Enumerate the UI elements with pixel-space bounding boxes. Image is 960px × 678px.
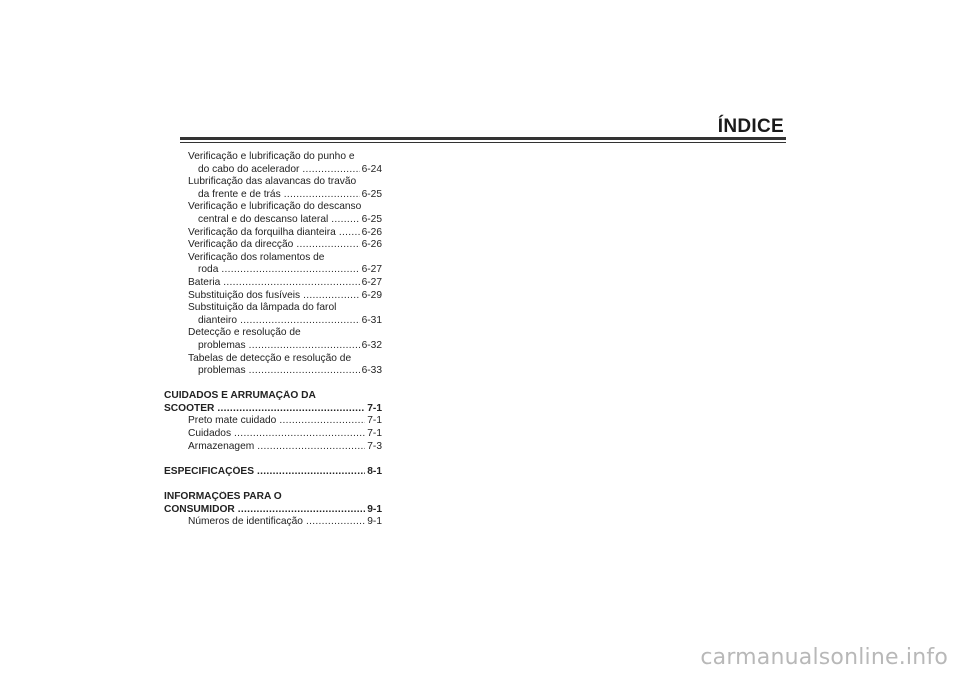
toc-entry-title: dianteiro xyxy=(198,314,238,326)
toc-entry xyxy=(164,302,382,315)
toc-entry-title: Verificação da forquilha dianteira xyxy=(188,226,336,238)
toc-entry-title: Armazenagem xyxy=(188,440,255,452)
toc-page-number: 6-24 xyxy=(361,163,382,175)
toc-entry xyxy=(164,441,382,454)
toc-entry xyxy=(164,365,382,378)
toc-entry xyxy=(164,264,382,277)
toc-page-number: 6-32 xyxy=(361,339,382,351)
toc-entry-title: problemas xyxy=(198,365,246,377)
toc-leader-dots xyxy=(249,340,360,353)
toc-page-number: 6-33 xyxy=(361,365,382,377)
toc-page-number: 9-1 xyxy=(367,516,382,528)
toc-entry-title: Bateria xyxy=(188,276,221,288)
toc-entry xyxy=(164,189,382,202)
toc-entry xyxy=(164,239,382,252)
toc-entry-title: Detecção e resolução de xyxy=(188,327,301,339)
toc-entry xyxy=(164,164,382,177)
toc-entry-title: INFORMAÇÕES PARA O xyxy=(164,491,282,503)
toc-page-number: 7-3 xyxy=(367,440,382,452)
toc-leader-dots xyxy=(303,290,359,303)
toc-leader-dots xyxy=(238,504,366,517)
toc-page-number: 7-1 xyxy=(367,402,382,414)
toc-entry-title: Substituição dos fusíveis xyxy=(188,289,301,301)
toc-page-number: 9-1 xyxy=(367,503,382,515)
toc-entry xyxy=(164,415,382,428)
toc-entry xyxy=(164,227,382,240)
header-rule-thick xyxy=(180,137,786,140)
toc-entry xyxy=(164,390,382,403)
toc-entry-title: Verificação dos rolamentos de xyxy=(188,251,325,263)
toc-entry-title: central e do descanso lateral xyxy=(198,213,329,225)
toc-entry-title: Verificação da direcção xyxy=(188,239,294,251)
toc-entry-title: Tabelas de detecção e resolução de xyxy=(188,352,352,364)
toc-gap xyxy=(164,453,382,466)
toc-entry xyxy=(164,428,382,441)
toc-leader-dots xyxy=(249,365,360,378)
toc-page-number: 8-1 xyxy=(367,465,382,477)
toc-page-number: 6-25 xyxy=(361,188,382,200)
toc-entry-title: Verificação e lubrificação do descanso xyxy=(188,201,362,213)
toc-entry-title: CONSUMIDOR xyxy=(164,503,235,515)
toc-entry xyxy=(164,214,382,227)
toc-entry xyxy=(164,327,382,340)
toc-entry xyxy=(164,353,382,366)
toc-entry-title: problemas xyxy=(198,339,246,351)
toc-entry-title: Verificação e lubrificação do punho e xyxy=(188,151,355,162)
toc-entry-title: Lubrificação das alavancas do travão xyxy=(188,176,357,188)
toc-entry-title: SCOOTER xyxy=(164,402,215,414)
toc-gap xyxy=(164,478,382,491)
toc-page-number: 6-29 xyxy=(361,289,382,301)
toc-entry-title: Cuidados xyxy=(188,428,232,440)
toc-gap xyxy=(164,378,382,391)
table-of-contents xyxy=(164,151,382,529)
toc-leader-dots xyxy=(221,264,359,277)
toc-entry xyxy=(164,252,382,265)
watermark-text: carmanualsonline.info xyxy=(700,645,948,670)
header-rule-thin xyxy=(180,142,786,143)
toc-entry xyxy=(164,315,382,328)
toc-entry xyxy=(164,176,382,189)
toc-entry-title: Substituição da lâmpada do farol xyxy=(188,302,337,314)
toc-entry-title: Preto mate cuidado xyxy=(188,415,277,427)
toc-leader-dots xyxy=(217,403,365,416)
toc-entry xyxy=(164,491,382,504)
toc-entry-title: ESPECIFICAÇÕES xyxy=(164,465,255,477)
toc-entry xyxy=(164,466,382,479)
toc-leader-dots xyxy=(257,466,365,479)
toc-entry xyxy=(164,403,382,416)
toc-entry-title: da frente e de trás xyxy=(198,188,281,200)
toc-entry xyxy=(164,290,382,303)
toc-entry xyxy=(164,201,382,214)
toc-entry xyxy=(164,151,382,164)
toc-entry xyxy=(164,516,382,529)
toc-leader-dots xyxy=(306,516,365,529)
toc-entry xyxy=(164,504,382,517)
toc-page-number: 7-1 xyxy=(367,415,382,427)
toc-entry-title: roda xyxy=(198,264,219,276)
toc-leader-dots xyxy=(331,214,359,227)
toc-page-number: 6-26 xyxy=(361,226,382,238)
toc-leader-dots xyxy=(302,164,359,177)
toc-leader-dots xyxy=(240,315,360,328)
toc-entry xyxy=(164,340,382,353)
toc-page-number: 6-25 xyxy=(361,213,382,225)
toc-page-number: 6-27 xyxy=(361,276,382,288)
page-title: ÍNDICE xyxy=(717,116,784,137)
toc-leader-dots xyxy=(279,415,365,428)
toc-leader-dots xyxy=(234,428,365,441)
toc-leader-dots xyxy=(296,239,359,252)
toc-entry-title: CUIDADOS E ARRUMAÇÃO DA xyxy=(164,390,316,402)
toc-page-number: 6-27 xyxy=(361,264,382,276)
toc-page-number: 6-26 xyxy=(361,239,382,251)
toc-leader-dots xyxy=(284,189,360,202)
toc-entry xyxy=(164,277,382,290)
toc-entry-title: do cabo do acelerador xyxy=(198,163,300,175)
toc-entry-title: Números de identificação xyxy=(188,516,303,528)
toc-page-number: 7-1 xyxy=(367,428,382,440)
toc-leader-dots xyxy=(339,227,360,240)
toc-leader-dots xyxy=(223,277,359,290)
toc-leader-dots xyxy=(257,441,365,454)
toc-page-number: 6-31 xyxy=(361,314,382,326)
